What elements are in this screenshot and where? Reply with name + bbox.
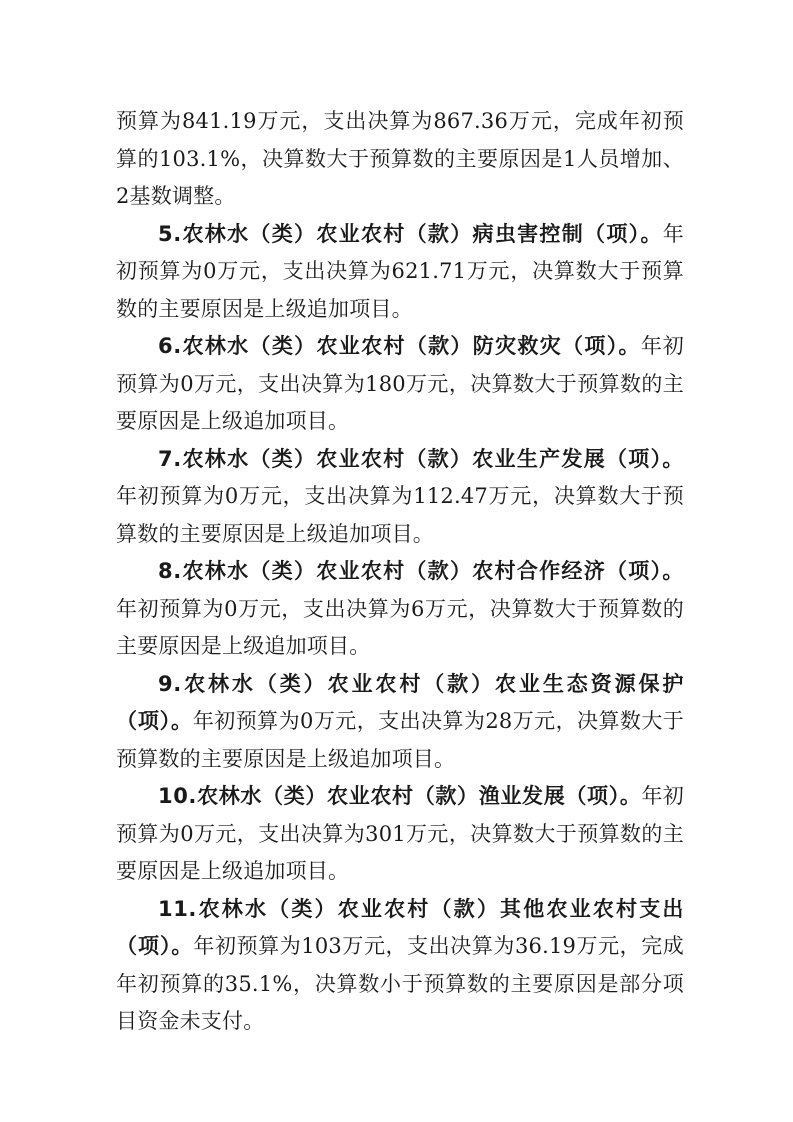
paragraph-body: 年初预算为0万元，支出决算为112.47万元，决算数大于预算数的主要原因是上级追加项目。 [116,484,684,546]
paragraph-item-6 [116,328,684,441]
paragraph-heading: 8.农林水（类）农业农村（款）农村合作经济（项）。 [158,559,684,583]
paragraph-body: 预算为841.19万元，支出决算为867.36万元，完成年初预算的103.1%，决算数大于预算数的主要原因是1人员增加、2基数调整。 [116,109,684,208]
paragraph-item-10 [116,778,684,891]
paragraph-heading: 5.农林水（类）农业农村（款）病虫害控制（项）。 [158,221,663,246]
paragraph-body: 年初预算为0万元，支出决算为301万元，决算数大于预算数的主要原因是上级追加项目。 [116,784,684,883]
paragraph-body: 年初预算为0万元，支出决算为621.71万元，决算数大于预算数的主要原因是上级追加项目。 [116,221,684,321]
paragraph-item-7 [116,441,684,554]
paragraph-body: 年初预算为0万元，支出决算为28万元，决算数大于预算数的主要原因是上级追加项目。 [116,709,684,771]
paragraph-body: 年初预算为0万元，支出决算为6万元，决算数大于预算数的主要原因是上级追加项目。 [116,596,684,658]
paragraph-heading: 10.农林水（类）农业农村（款）渔业发展（项）。 [158,784,642,808]
paragraph-item-5 [116,216,684,329]
document-page [116,103,684,1041]
paragraph-body: 年初预算为0万元，支出决算为180万元，决算数大于预算数的主要原因是上级追加项目。 [116,334,685,433]
paragraph-heading: 7.农林水（类）农业农村（款）农业生产发展（项）。 [158,446,684,471]
paragraph-item-8 [116,553,684,666]
paragraph-body: 年初预算为103万元，支出决算为36.19万元，完成年初预算的35.1%，决算数小于预算数的主要原因是部分项目资金未支付。 [116,934,684,1033]
paragraph-item-11 [116,891,684,1041]
paragraph-heading: 9.农林水（类）农业农村（款）农业生态资源保护（项）。 [116,671,684,733]
paragraph-heading: 6.农林水（类）农业农村（款）防灾救灾（项）。 [158,334,641,358]
paragraph-continuation [116,103,684,216]
paragraph-item-9 [116,666,684,779]
paragraph-heading: 11.农林水（类）农业农村（款）其他农业农村支出（项）。 [116,896,684,958]
